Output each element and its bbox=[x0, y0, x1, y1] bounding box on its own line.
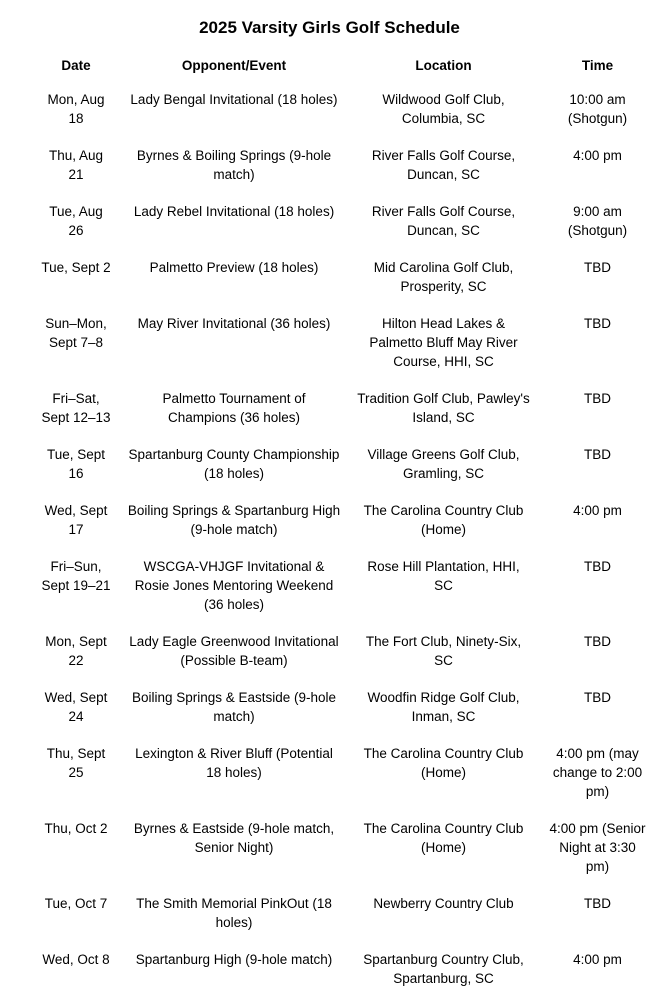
opponent-cell: Boiling Springs & Spartanburg High (9-hole match) bbox=[127, 503, 341, 537]
time-cell: TBD bbox=[584, 260, 611, 275]
opponent-cell: The Smith Memorial PinkOut (18 holes) bbox=[136, 896, 332, 930]
opponent-cell: May River Invitational (36 holes) bbox=[137, 316, 331, 331]
table-head bbox=[33, 52, 657, 81]
table-row bbox=[33, 735, 657, 810]
location-cell: Hilton Head Lakes & Palmetto Bluff May River Course, HHI, SC bbox=[369, 316, 518, 369]
column-header-location: Location bbox=[415, 58, 472, 73]
date-cell: Thu, Sept 25 bbox=[46, 746, 106, 780]
opponent-cell: Boiling Springs & Eastside (9-hole match) bbox=[131, 690, 337, 724]
table-row bbox=[33, 137, 657, 193]
opponent-cell: Palmetto Tournament of Champions (36 holes) bbox=[162, 391, 306, 425]
table-row bbox=[33, 81, 657, 137]
column-header-opponent: Opponent/Event bbox=[181, 58, 287, 73]
date-cell: Mon, Sept 22 bbox=[45, 634, 107, 668]
time-cell: TBD bbox=[584, 690, 611, 705]
date-cell: Thu, Aug 21 bbox=[48, 148, 104, 182]
time-cell: 10:00 am (Shotgun) bbox=[567, 92, 628, 126]
location-cell: River Falls Golf Course, Duncan, SC bbox=[371, 148, 516, 182]
opponent-cell: WSCGA-VHJGF Invitational & Rosie Jones Mentoring Weekend (36 holes) bbox=[134, 559, 334, 612]
time-cell: TBD bbox=[584, 634, 611, 649]
location-cell: Spartanburg Country Club, Spartanburg, SC bbox=[363, 952, 524, 986]
column-header-time: Time bbox=[581, 58, 614, 73]
date-cell: Fri–Sat, Sept 12–13 bbox=[41, 391, 111, 425]
location-cell: Wildwood Golf Club, Columbia, SC bbox=[382, 92, 505, 126]
date-cell: Tue, Sept 16 bbox=[46, 447, 106, 481]
table-row bbox=[33, 548, 657, 623]
time-cell: 4:00 pm bbox=[573, 148, 622, 163]
location-cell: Village Greens Golf Club, Gramling, SC bbox=[367, 447, 520, 481]
time-cell: TBD bbox=[584, 447, 611, 462]
opponent-cell: Lexington & River Bluff (Potential 18 holes) bbox=[135, 746, 333, 780]
date-cell: Tue, Sept 2 bbox=[41, 260, 111, 275]
date-cell: Tue, Aug 26 bbox=[49, 204, 103, 238]
table-row bbox=[33, 193, 657, 249]
date-cell: Mon, Aug 18 bbox=[47, 92, 105, 126]
time-cell: 9:00 am (Shotgun) bbox=[567, 204, 628, 238]
table-row bbox=[33, 941, 657, 997]
time-cell: TBD bbox=[584, 316, 611, 331]
table-row bbox=[33, 623, 657, 679]
opponent-cell: Lady Eagle Greenwood Invitational (Possible B-team) bbox=[129, 634, 339, 668]
table-row bbox=[33, 249, 657, 305]
location-cell: Rose Hill Plantation, HHI, SC bbox=[367, 559, 520, 593]
opponent-cell: Lady Bengal Invitational (18 holes) bbox=[130, 92, 338, 107]
date-cell: Wed, Sept 24 bbox=[44, 690, 108, 724]
opponent-cell: Spartanburg High (9-hole match) bbox=[135, 952, 333, 967]
table-row bbox=[33, 679, 657, 735]
time-cell: 4:00 pm bbox=[573, 503, 622, 518]
time-cell: 4:00 pm (may change to 2:00 pm) bbox=[552, 746, 643, 799]
table-row bbox=[33, 885, 657, 941]
location-cell: Woodfin Ridge Golf Club, Inman, SC bbox=[367, 690, 520, 724]
location-cell: Mid Carolina Golf Club, Prosperity, SC bbox=[373, 260, 514, 294]
table-row bbox=[33, 305, 657, 380]
date-cell: Fri–Sun, Sept 19–21 bbox=[41, 559, 111, 593]
time-cell: TBD bbox=[584, 559, 611, 574]
date-cell: Thu, Oct 2 bbox=[44, 821, 108, 836]
header-row bbox=[33, 52, 657, 81]
opponent-cell: Lady Rebel Invitational (18 holes) bbox=[133, 204, 335, 219]
location-cell: Tradition Golf Club, Pawley's Island, SC bbox=[357, 391, 530, 425]
page-title: 2025 Varsity Girls Golf Schedule bbox=[199, 18, 460, 37]
schedule-table bbox=[33, 52, 657, 997]
table-row bbox=[33, 492, 657, 548]
location-cell: The Carolina Country Club (Home) bbox=[363, 746, 524, 780]
table-row bbox=[33, 436, 657, 492]
opponent-cell: Byrnes & Eastside (9-hole match, Senior Night) bbox=[133, 821, 335, 855]
time-cell: 4:00 pm (Senior Night at 3:30 pm) bbox=[549, 821, 646, 874]
location-cell: River Falls Golf Course, Duncan, SC bbox=[371, 204, 516, 238]
table-row bbox=[33, 380, 657, 436]
date-cell: Wed, Oct 8 bbox=[42, 952, 110, 967]
date-cell: Wed, Sept 17 bbox=[44, 503, 108, 537]
location-cell: The Fort Club, Ninety-Six, SC bbox=[365, 634, 522, 668]
time-cell: TBD bbox=[584, 896, 611, 911]
table-row bbox=[33, 810, 657, 885]
time-cell: TBD bbox=[584, 391, 611, 406]
time-cell: 4:00 pm bbox=[573, 952, 622, 967]
location-cell: Newberry Country Club bbox=[373, 896, 514, 911]
date-cell: Tue, Oct 7 bbox=[44, 896, 108, 911]
opponent-cell: Byrnes & Boiling Springs (9-hole match) bbox=[136, 148, 332, 182]
column-header-date: Date bbox=[61, 58, 91, 73]
location-cell: The Carolina Country Club (Home) bbox=[363, 503, 524, 537]
date-cell: Sun–Mon, Sept 7–8 bbox=[45, 316, 107, 350]
opponent-cell: Palmetto Preview (18 holes) bbox=[149, 260, 319, 275]
location-cell: The Carolina Country Club (Home) bbox=[363, 821, 524, 855]
table-body bbox=[33, 81, 657, 997]
opponent-cell: Spartanburg County Championship (18 holes) bbox=[128, 447, 340, 481]
